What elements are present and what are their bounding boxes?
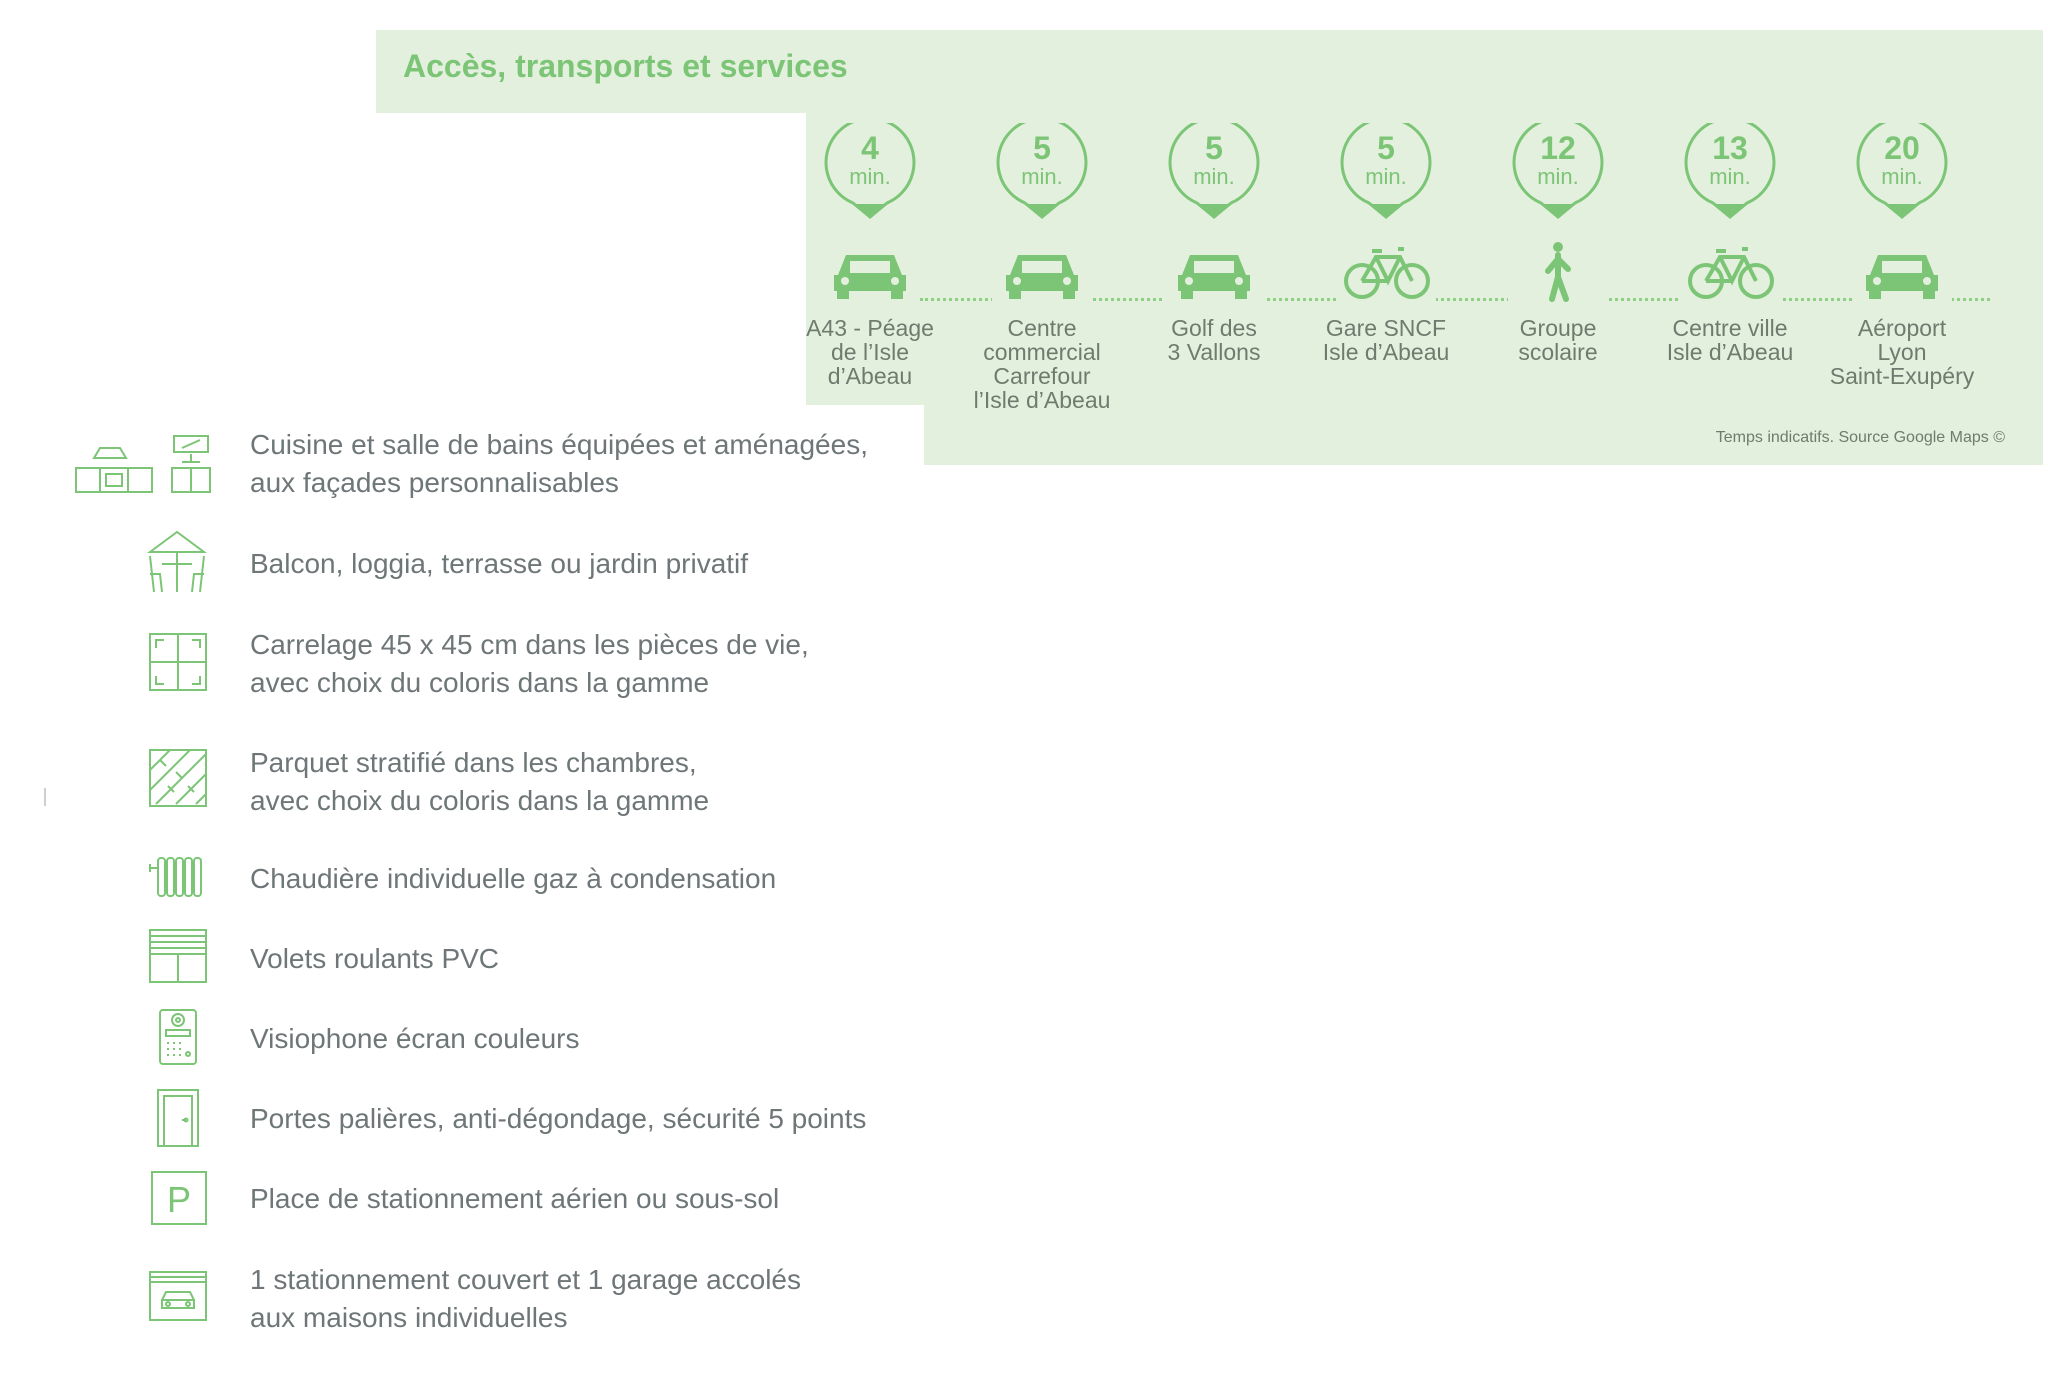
patio-umbrella-table-icon xyxy=(146,530,208,594)
bicycle-icon xyxy=(1336,241,1436,305)
svg-text:P: P xyxy=(166,1179,192,1220)
feature-text: Place de stationnement aérien ou sous-sol xyxy=(250,1183,780,1214)
kitchen-bathroom-icon xyxy=(74,432,212,494)
destination-label: A43 - Péage de l’Isle d’Abeau xyxy=(806,315,934,389)
destination-item xyxy=(956,123,1128,423)
feature-text: Chaudière individuelle gaz à condensation xyxy=(250,863,777,894)
feature-text: Volets roulants PVC xyxy=(250,943,500,974)
margin-mark xyxy=(44,788,46,806)
pedestrian-icon xyxy=(1508,241,1608,305)
section-title: Accès, transports et services xyxy=(403,48,848,84)
parking-icon xyxy=(150,1170,208,1226)
time-pin-icon xyxy=(1512,123,1604,223)
floor-tiles-icon xyxy=(148,632,208,692)
travel-time-unit: min. xyxy=(1365,164,1407,189)
travel-time: 12 xyxy=(1540,130,1576,166)
time-pin-icon xyxy=(996,123,1088,223)
feature-text: 1 stationnement couvert et 1 garage accolés aux maisons individuelles xyxy=(250,1264,802,1333)
bicycle-icon xyxy=(1680,241,1780,305)
time-pin-icon xyxy=(1684,123,1776,223)
car-icon xyxy=(992,241,1092,305)
radiator-icon xyxy=(148,856,208,898)
feature-text: Parquet stratifié dans les chambres, avec choix du coloris dans la gamme xyxy=(250,747,710,816)
travel-time: 5 xyxy=(1033,130,1051,166)
destination-label: Groupe scolaire xyxy=(1518,315,1598,365)
travel-time: 5 xyxy=(1377,130,1395,166)
feature-text: Portes palières, anti-dégondage, sécurité 5 points xyxy=(250,1103,867,1134)
destination-item xyxy=(1300,123,1472,423)
time-pin-icon xyxy=(1856,123,1948,223)
feature-text: Carrelage 45 x 45 cm dans les pièces de vie, avec choix du coloris dans la gamme xyxy=(250,629,809,698)
destination-item xyxy=(1644,123,1816,423)
door-icon xyxy=(152,1088,204,1148)
destination-label: Golf des 3 Vallons xyxy=(1167,315,1261,365)
destination-item xyxy=(784,123,956,423)
garage-icon xyxy=(148,1270,208,1322)
destination-label: Aéroport Lyon Saint-Exupéry xyxy=(1829,315,1975,389)
destination-item xyxy=(1816,123,1988,423)
videophone-icon xyxy=(158,1008,198,1066)
destination-item xyxy=(1128,123,1300,423)
destination-label: Gare SNCF Isle d’Abeau xyxy=(1322,315,1450,365)
feature-text: Balcon, loggia, terrasse ou jardin privatif xyxy=(250,548,749,579)
destination-label: Centre commercial Carrefour l’Isle d’Abeau xyxy=(973,315,1111,413)
source-note: Temps indicatifs. Source Google Maps © xyxy=(1715,429,2005,446)
feature-text: Cuisine et salle de bains équipées et aménagées, aux façades personnalisables xyxy=(250,429,868,498)
travel-time-unit: min. xyxy=(849,164,891,189)
time-pin-icon xyxy=(1340,123,1432,223)
car-icon xyxy=(1852,241,1952,305)
travel-time: 20 xyxy=(1884,130,1920,166)
travel-time-unit: min. xyxy=(1021,164,1063,189)
travel-time-unit: min. xyxy=(1193,164,1235,189)
parquet-icon xyxy=(148,748,208,808)
travel-time: 4 xyxy=(861,130,879,166)
car-icon xyxy=(1164,241,1264,305)
travel-time: 13 xyxy=(1712,130,1748,166)
destination-item xyxy=(1472,123,1644,423)
travel-time-unit: min. xyxy=(1881,164,1923,189)
time-pin-icon xyxy=(1168,123,1260,223)
travel-time-unit: min. xyxy=(1537,164,1579,189)
car-icon xyxy=(820,241,920,305)
rolling-shutter-icon xyxy=(148,928,208,984)
time-pin-icon xyxy=(824,123,916,223)
feature-text: Visiophone écran couleurs xyxy=(250,1023,580,1054)
travel-time: 5 xyxy=(1205,130,1223,166)
destination-label: Centre ville Isle d’Abeau xyxy=(1666,315,1794,365)
travel-time-unit: min. xyxy=(1709,164,1751,189)
